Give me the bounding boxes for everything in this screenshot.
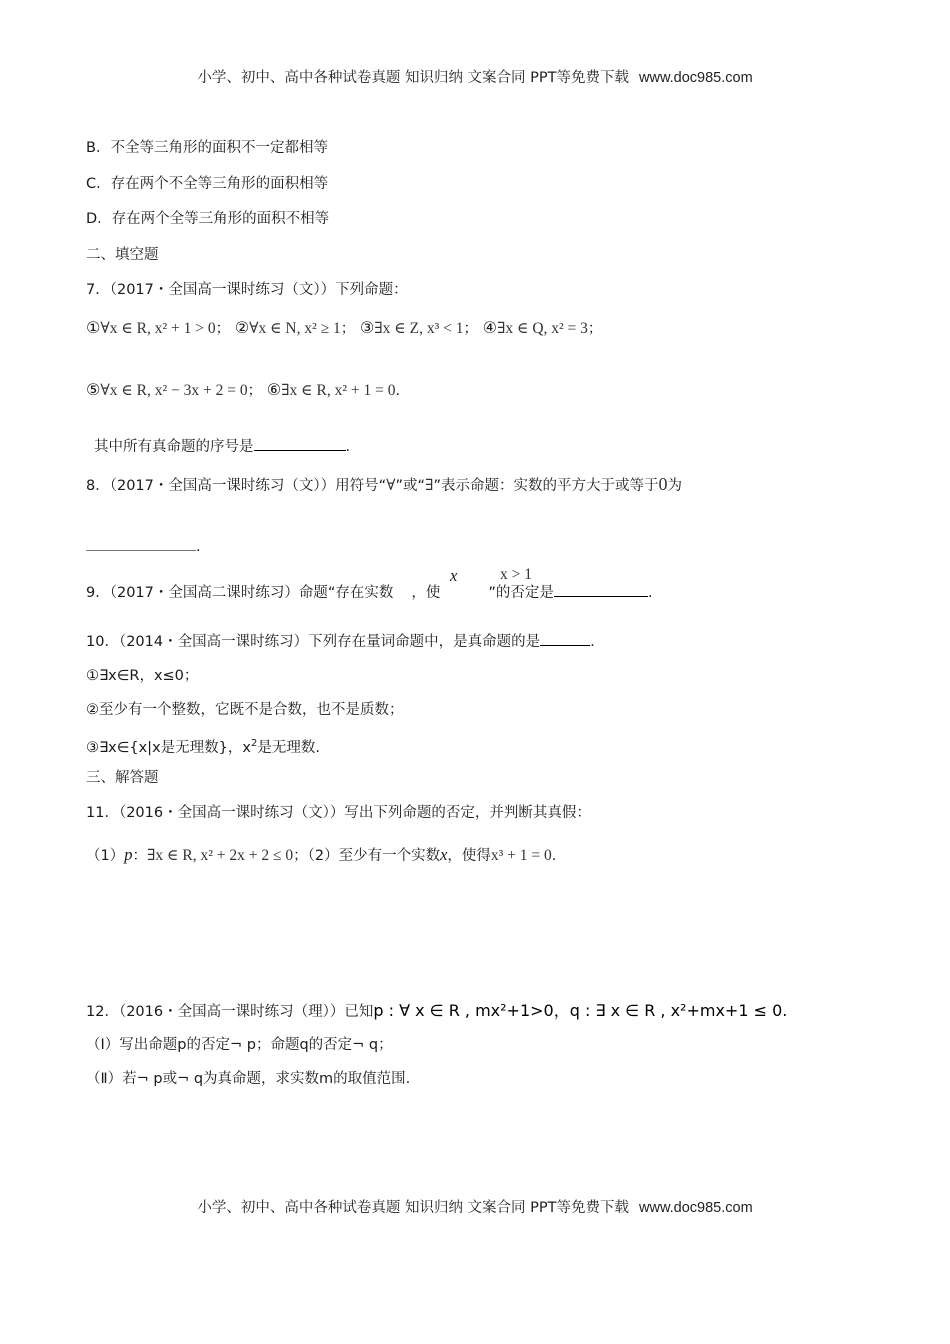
item-6-marker: ⑥	[266, 380, 282, 399]
question-9-end: .	[647, 585, 653, 601]
question-12-math: p : ∀ x ∈ R , mx²+1>0，q : ∃ x ∈ R , x²+mx+1 ≤ 0.	[373, 1001, 788, 1020]
question-12-part-1: （Ⅰ）写出命题p的否定¬ p；命题q的否定¬ q；	[86, 1037, 393, 1053]
item-5-sep: ；	[247, 383, 263, 399]
question-8-part4: 为	[667, 478, 682, 494]
item-3-formula: ∃x ∈ Z, x³ < 1	[374, 320, 464, 337]
question-11-stem: 11．（2016・全国高一课时练习（文））写出下列命题的否定，并判断其真假：	[86, 805, 591, 821]
item-3-marker: ③	[359, 318, 375, 337]
question-10-item-3-sup: 2	[250, 738, 258, 749]
question-11-end: .	[551, 848, 557, 864]
question-8-stem	[86, 474, 682, 496]
question-11-label-2: ；（2）至少有一个实数	[293, 848, 441, 864]
page-header	[0, 66, 950, 87]
question-12-part-2: （Ⅱ）若¬ p或¬ q为真命题，求实数m的取值范围.	[86, 1071, 411, 1087]
header-text: 小学、初中、高中各种试卷真题 知识归纳 文案合同 PPT等免费下载	[197, 70, 630, 86]
item-1-marker: ①	[86, 318, 101, 337]
question-8-end: .	[196, 539, 201, 555]
question-10-stem	[86, 631, 595, 652]
question-9-condition: x > 1	[500, 566, 532, 583]
item-4-marker: ④	[482, 318, 497, 337]
page-footer	[0, 1196, 950, 1217]
answer-blank-8[interactable]	[86, 536, 196, 551]
question-10-item-3-a: ③∃x∈{x|x是无理数}，x	[86, 739, 251, 756]
section-fill-blank-heading: 二、填空题	[86, 247, 159, 263]
question-11-label-3: ，使得	[447, 848, 491, 864]
option-d: D．存在两个全等三角形的面积不相等	[86, 211, 330, 227]
question-9-part2: ，使	[411, 585, 441, 601]
answer-blank-10[interactable]	[540, 631, 590, 646]
question-11-formula-2: x³ + 1 = 0	[490, 847, 552, 864]
item-2-sep: ；	[340, 321, 356, 337]
item-2-marker: ②	[234, 318, 250, 337]
question-11-colon: ：	[132, 848, 147, 864]
question-7-items-row1	[86, 318, 602, 339]
option-b: B．不全等三角形的面积不一定都相等	[86, 140, 328, 156]
question-10-item-2: ②至少有一个整数，它既不是合数，也不是质数；	[86, 702, 404, 718]
item-6-formula: ∃x ∈ R, x² + 1 = 0	[281, 382, 396, 399]
item-4-formula: ∃x ∈ Q, x² = 3	[496, 320, 588, 337]
header-site-link[interactable]: www.doc985.com	[639, 70, 753, 86]
item-1-sep: ；	[215, 321, 231, 337]
exists-symbol: ∃	[425, 477, 434, 494]
item-4-sep: ；	[587, 321, 603, 337]
question-12-text: 12．（2016・全国高一课时练习（理））已知	[86, 1004, 374, 1020]
question-9-part1: 9．（2017・全国高二课时练习）命题“存在实数	[86, 585, 394, 601]
option-c: C．存在两个不全等三角形的面积相等	[86, 176, 329, 192]
question-7-ask	[94, 436, 350, 457]
forall-symbol: ∀	[386, 477, 396, 494]
question-10-item-3-b: 是无理数.	[257, 739, 320, 756]
section-solve-heading: 三、解答题	[86, 770, 159, 786]
question-10-item-1: ①∃x∈R，x≤0；	[86, 668, 199, 684]
footer-text: 小学、初中、高中各种试卷真题 知识归纳 文案合同 PPT等免费下载	[197, 1200, 630, 1216]
question-7-stem: 7．（2017・全国高一课时练习（文））下列命题：	[86, 282, 408, 298]
answer-blank-7[interactable]	[254, 436, 346, 451]
question-10-item-3	[86, 734, 320, 758]
zero-value: 0	[658, 474, 668, 494]
item-6-sep: .	[395, 383, 401, 399]
proposition-p: p	[124, 845, 133, 864]
question-8-part2: ”或“	[395, 478, 426, 494]
item-5-formula: ∀x ∈ R, x² − 3x + 2 = 0	[100, 382, 248, 399]
question-11-formula-1: ∃x ∈ R, x² + 2x + 2 ≤ 0	[146, 847, 294, 864]
question-7-ask-text: 其中所有真命题的序号是	[94, 439, 254, 455]
question-11-label-1: （1）	[86, 848, 125, 864]
question-10-end: .	[590, 634, 595, 650]
item-3-sep: ；	[463, 321, 478, 337]
question-11-parts	[86, 845, 556, 866]
item-1-formula: ∀x ∈ R, x² + 1 > 0	[100, 320, 216, 337]
question-9-part3: ”的否定是	[488, 585, 554, 601]
footer-site-link[interactable]: www.doc985.com	[639, 1200, 753, 1216]
question-8-part1: 8．（2017・全国高一课时练习（文））用符号“	[86, 478, 387, 494]
item-5-marker: ⑤	[86, 380, 101, 399]
answer-blank-9[interactable]	[554, 582, 648, 597]
question-9-stem	[86, 582, 653, 603]
question-10-text: 10．（2014・全国高一课时练习）下列存在量词命题中，是真命题的是	[86, 634, 541, 650]
question-11-var-x: x	[440, 845, 448, 864]
question-8-answer-line	[86, 536, 201, 557]
question-9-var-x: x	[450, 566, 458, 585]
question-12-stem	[86, 1001, 787, 1022]
question-7-end: .	[345, 439, 351, 455]
item-2-formula: ∀x ∈ N, x² ≥ 1	[249, 320, 341, 337]
question-8-part3: ”表示命题：实数的平方大于或等于	[433, 478, 659, 494]
question-7-items-row2	[86, 380, 400, 401]
